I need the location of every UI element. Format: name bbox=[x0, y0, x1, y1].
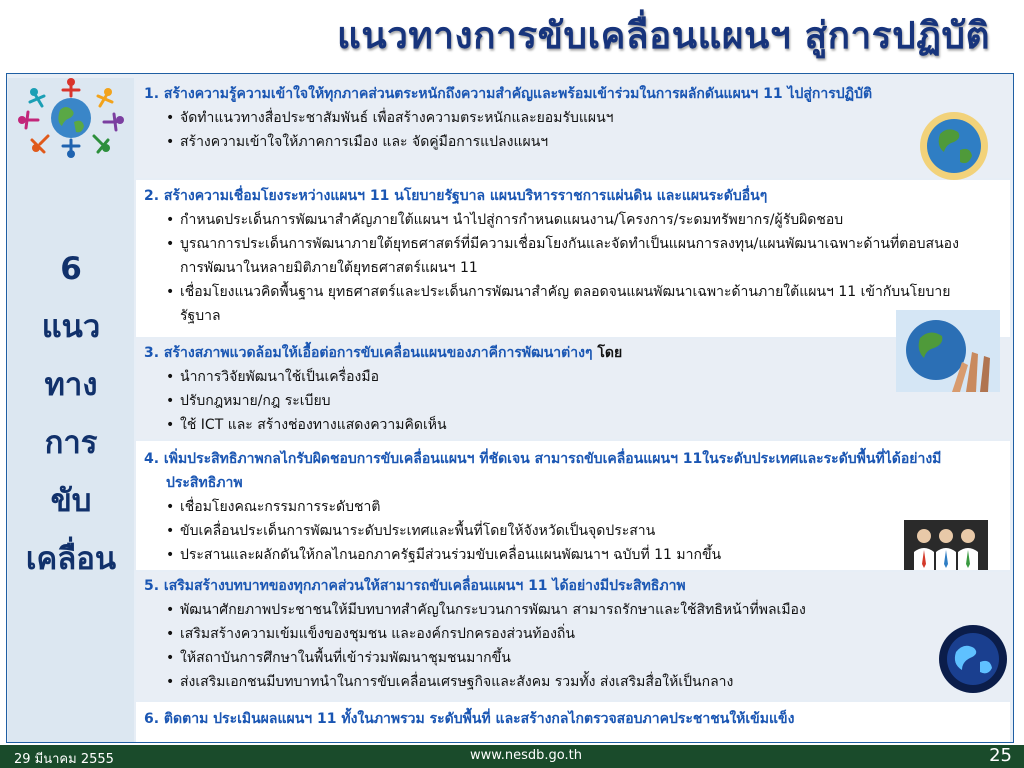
section-5 bbox=[136, 572, 1010, 700]
list-item: • จัดทำแนวทางสื่อประชาสัมพันธ์ เพื่อสร้างความตระหนักและยอมรับแผนฯ bbox=[136, 106, 1010, 130]
section-heading-suffix: โดย bbox=[597, 345, 623, 361]
list-item: • ให้สถาบันการศึกษาในพื้นที่เข้าร่วมพัฒนาชุมชนมากขึ้น bbox=[136, 646, 1010, 670]
globe-icon bbox=[918, 110, 990, 182]
list-item: • เชื่อมโยงแนวคิดพื้นฐาน ยุทธศาสตร์และประเด็นการพัฒนาสำคัญ ตลอดจนแผนพัฒนาเฉพาะด้านภายใต้แผนฯ 11 เข้ากับนโยบายรัฐบาล bbox=[136, 280, 1010, 328]
section-heading: 1. สร้างความรู้ความเข้าใจให้ทุกภาคส่วนตระหนักถึงความสำคัญและพร้อมเข้าร่วมในการผลักดันแผนฯ 11 ไปสู่การปฏิบัติ bbox=[144, 86, 873, 102]
list-item: • เชื่อมโยงคณะกรรมการระดับชาติ bbox=[136, 495, 1010, 519]
list-item: • บูรณาการประเด็นการพัฒนาภายใต้ยุทธศาสตร์ที่มีความเชื่อมโยงกันและจัดทำเป็นแผนการลงทุน/แผนพัฒนาเฉพาะด้านที่ตอบสนองการพัฒนาในหลายมิติภายใต้ยุทธศาสตร์แผนฯ 11 bbox=[136, 232, 1010, 280]
page-title: แนวทางการขับเคลื่อนแผนฯ สู่การปฏิบัติ bbox=[336, 14, 990, 57]
list-item: • ขับเคลื่อนประเด็นการพัฒนาระดับประเทศและพื้นที่โดยให้จังหวัดเป็นจุดประสาน bbox=[136, 519, 1010, 543]
list-item: • ใช้ ICT และ สร้างช่องทางแสดงความคิดเห็น bbox=[136, 413, 1010, 437]
section-heading: 4. เพิ่มประสิทธิภาพกลไกรับผิดชอบการขับเคลื่อนแผนฯ ที่ชัดเจน สามารถขับเคลื่อนแผนฯ 11ในระดับประเทศและระดับพื้นที่ได้อย่างมีประสิทธิภาพ bbox=[144, 451, 942, 491]
section-heading: 6. ติดตาม ประเมินผลแผนฯ 11 ทั้งในภาพรวม ระดับพื้นที่ และสร้างกลไกตรวจสอบภาคประชาชนให้เข้มแข็ง bbox=[144, 711, 795, 727]
section-heading: 2. สร้างความเชื่อมโยงระหว่างแผนฯ 11 นโยบายรัฐบาล แผนบริหารราชการแผ่นดิน และแผนระดับอื่นๆ bbox=[144, 188, 768, 204]
list-item: • ปรับกฎหมาย/กฎ ระเบียบ bbox=[136, 389, 1010, 413]
footer-bar bbox=[0, 745, 1024, 768]
left-vertical-label bbox=[8, 240, 134, 588]
list-item: • กำหนดประเด็นการพัฒนาสำคัญภายใต้แผนฯ นำไปสู่การกำหนดแผนงาน/โครงการ/ระดมทรัพยากร/ผู้รับผิดชอบ bbox=[136, 208, 1010, 232]
list-item: • ประสานและผลักดันให้กลไกนอกภาครัฐมีส่วนร่วมขับเคลื่อนแผนพัฒนาฯ ฉบับที่ 11 มากขึ้น bbox=[136, 543, 1010, 567]
page-number: 25 bbox=[989, 745, 1012, 766]
left-label-line: ขับ bbox=[50, 483, 92, 519]
people-figures-icon bbox=[904, 520, 988, 570]
people-globe-icon bbox=[10, 74, 132, 160]
left-label-line: เคลื่อน bbox=[25, 541, 117, 577]
section-3 bbox=[136, 339, 1010, 439]
footer-url[interactable]: www.nesdb.go.th bbox=[470, 748, 582, 763]
list-item: • เสริมสร้างความเข้มแข็งของชุมชน และองค์กรปกครองส่วนท้องถิ่น bbox=[136, 622, 1010, 646]
hands-globe-icon bbox=[896, 310, 1000, 392]
left-label-line: 6 bbox=[60, 251, 82, 287]
list-item: • ส่งเสริมเอกชนมีบทบาทนำในการขับเคลื่อนเศรษฐกิจและสังคม รวมทั้ง ส่งเสริมสื่อให้เป็นกลาง bbox=[136, 670, 1010, 694]
footer-date: 29 มีนาคม 2555 bbox=[14, 752, 114, 767]
left-label-line: แนว bbox=[41, 309, 101, 345]
section-1 bbox=[136, 80, 1010, 178]
section-heading bbox=[136, 341, 1010, 365]
section-4 bbox=[136, 441, 1010, 570]
list-item: • พัฒนาศักยภาพประชาชนให้มีบทบาทสำคัญในกระบวนการพัฒนา สามารถรักษาและใช้สิทธิหน้าที่พลเมือง bbox=[136, 598, 1010, 622]
section-6 bbox=[136, 702, 1010, 742]
section-heading-text: 3. สร้างสภาพแวดล้อมให้เอื้อต่อการขับเคลื่อนแผนของภาคีการพัฒนาต่างๆ bbox=[144, 345, 593, 361]
section-heading: 5. เสริมสร้างบทบาทของทุกภาคส่วนให้สามารถขับเคลื่อนแผนฯ 11 ได้อย่างมีประสิทธิภาพ bbox=[144, 578, 686, 594]
world-map-icon bbox=[938, 624, 1008, 694]
list-item: • นำการวิจัยพัฒนาใช้เป็นเครื่องมือ bbox=[136, 365, 1010, 389]
left-label-line: ทาง bbox=[44, 367, 98, 403]
list-item: • สร้างความเข้าใจให้ภาคการเมือง และ จัดคู่มือการแปลงแผนฯ bbox=[136, 130, 1010, 154]
section-2 bbox=[136, 180, 1010, 337]
left-label-line: การ bbox=[44, 425, 98, 461]
